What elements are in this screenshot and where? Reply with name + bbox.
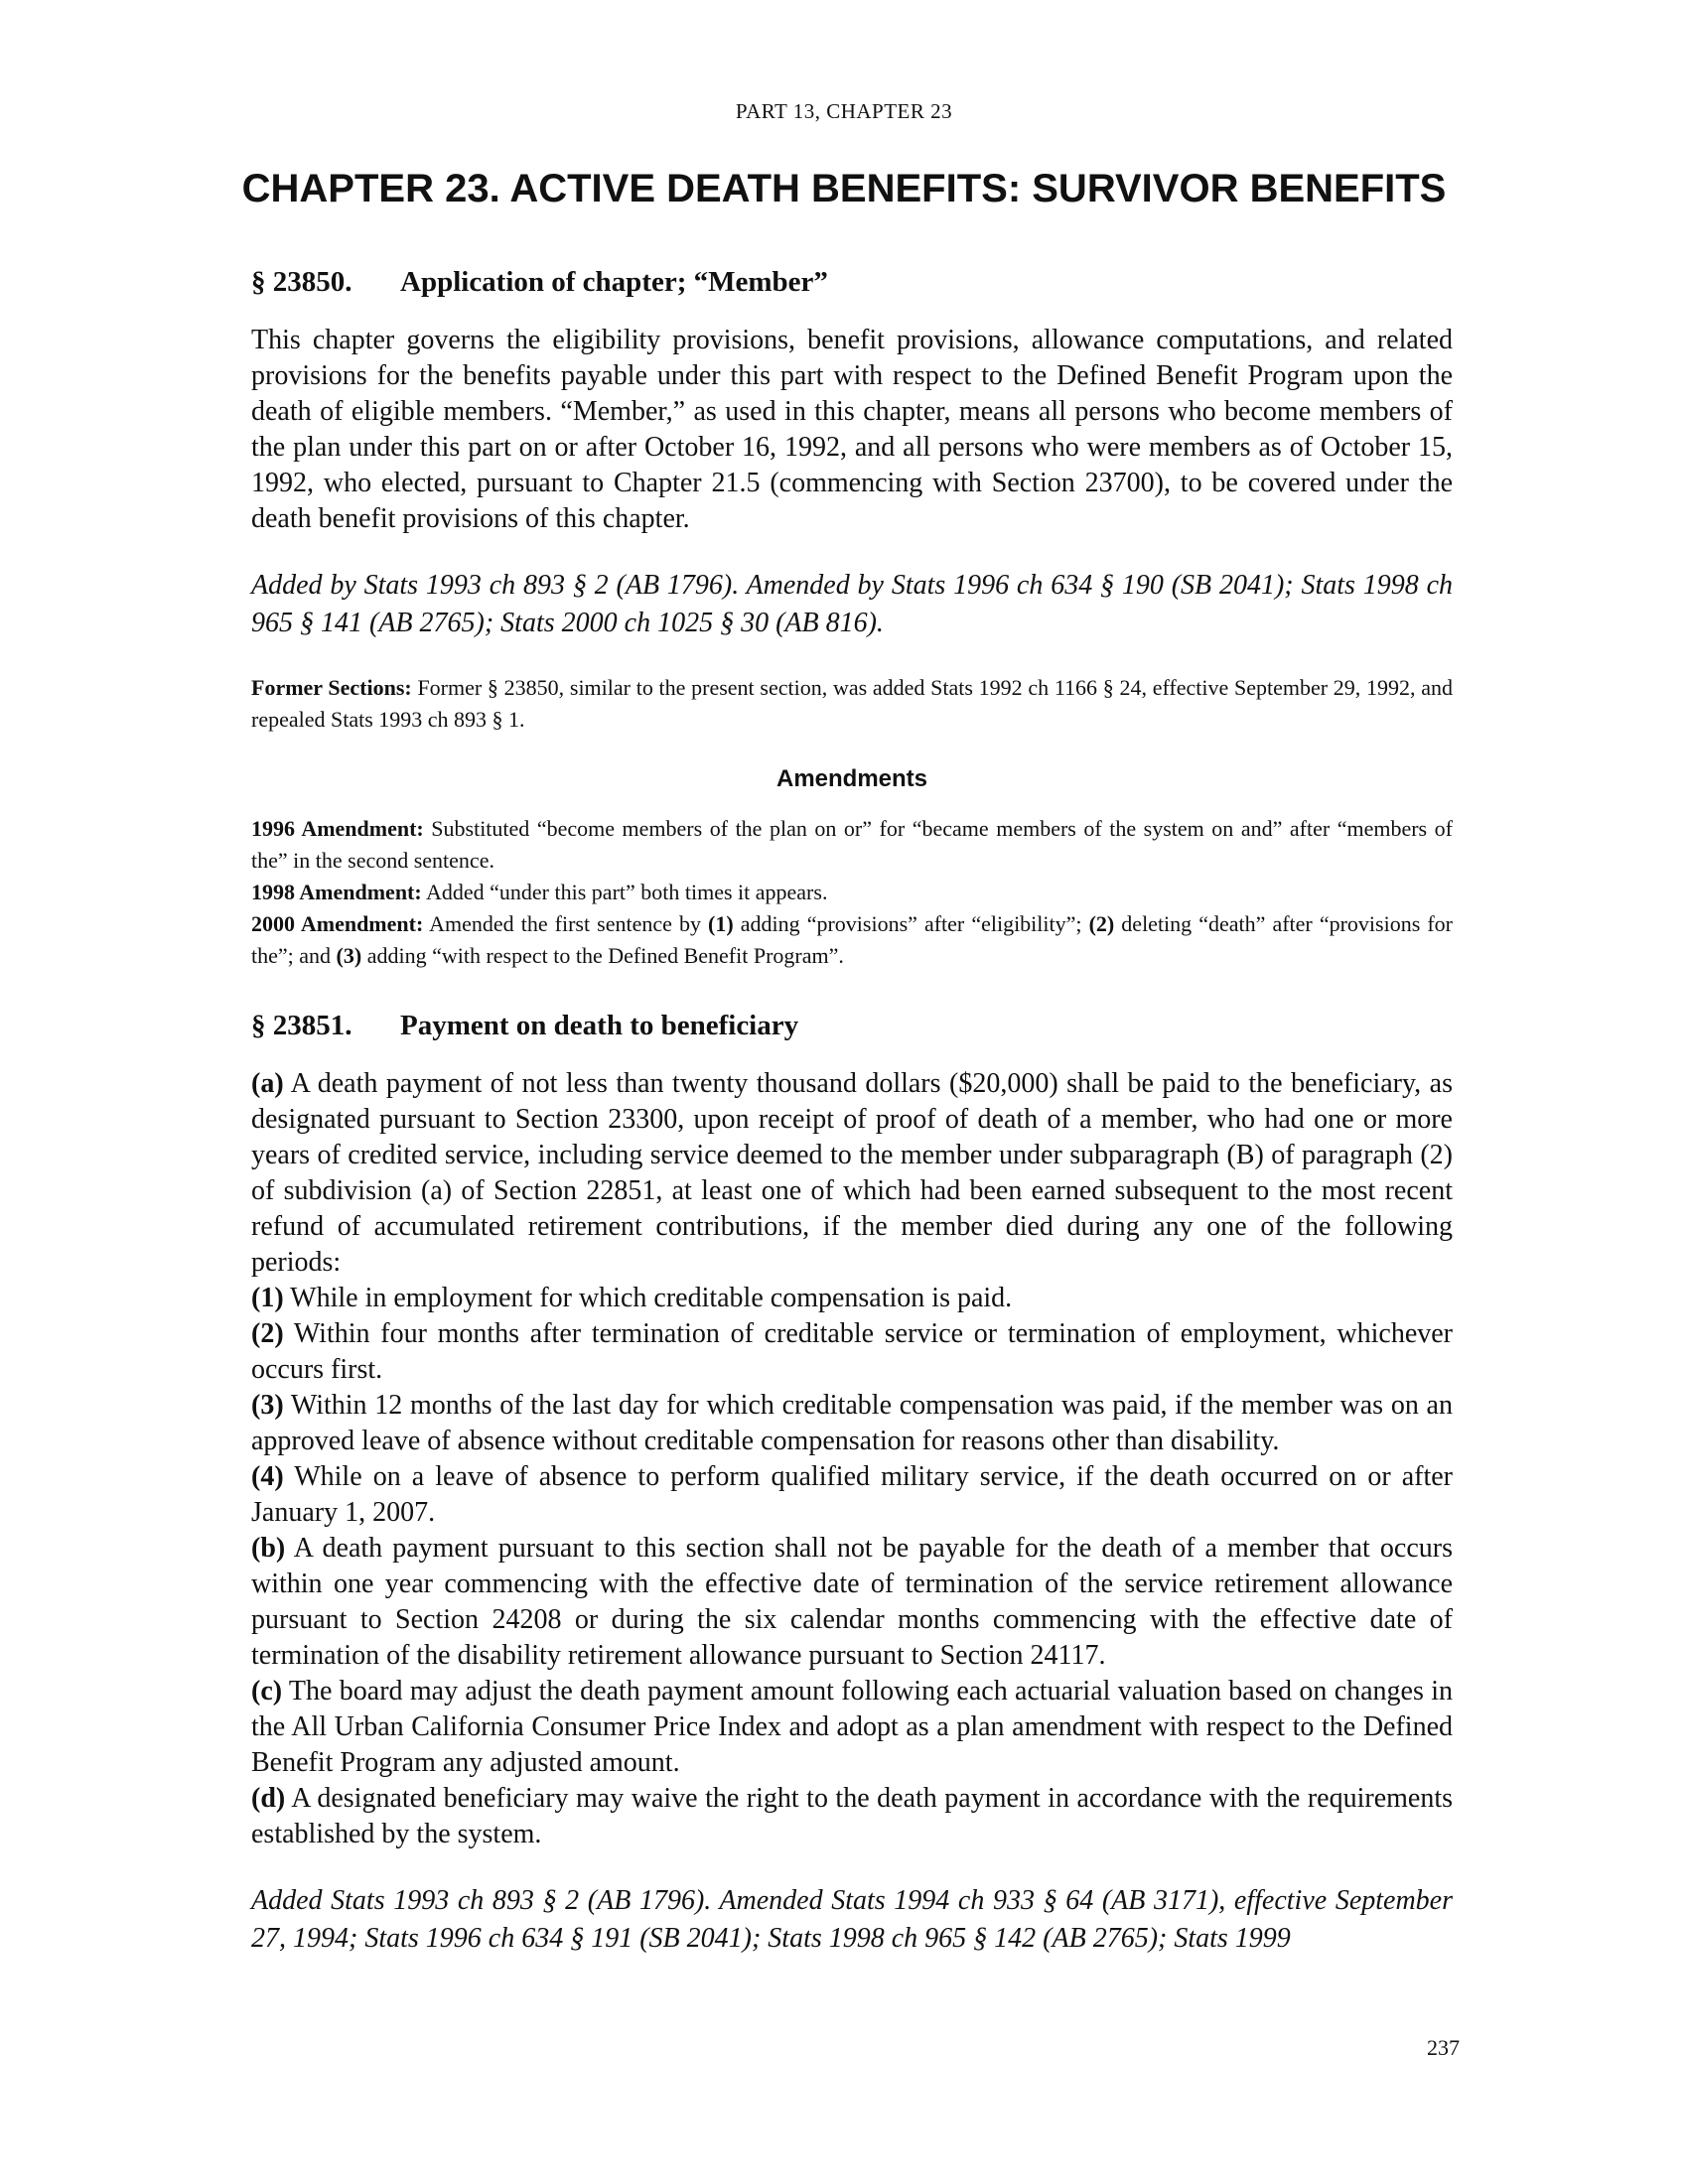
paragraph-4	[251, 1459, 1453, 1531]
paragraph-label: (4)	[251, 1461, 284, 1492]
amendment-marker: (3)	[336, 943, 362, 968]
amendment-label: 1996 Amendment:	[251, 816, 424, 841]
subdivision-d	[251, 1781, 1453, 1852]
chapter-title: CHAPTER 23. ACTIVE DEATH BENEFITS: SURVIVOR BENEFITS	[241, 167, 1447, 210]
paragraph-text: While on a leave of absence to perform qualified military service, if the death occurred on or after January 1, 2007.	[251, 1461, 1453, 1528]
paragraph-label: (1)	[251, 1283, 284, 1313]
page-content	[251, 266, 1453, 1958]
amendment-marker: (1)	[708, 911, 734, 936]
former-sections-note	[251, 672, 1453, 736]
paragraph-text: Within 12 months of the last day for which creditable compensation was paid, if the member was on an approved leave of absence without creditable compensation for reasons other than disability.	[251, 1390, 1453, 1456]
paragraph-text: Within four months after termination of creditable service or termination of employment, whichever occurs first.	[251, 1318, 1453, 1385]
section-heading-23850	[251, 266, 1453, 299]
paragraph-3	[251, 1388, 1453, 1459]
amendment-2000	[251, 908, 1453, 972]
subdivision-a	[251, 1066, 1453, 1281]
paragraph-2	[251, 1316, 1453, 1388]
paragraph-label: (2)	[251, 1318, 284, 1349]
amendment-marker: (2)	[1088, 911, 1115, 936]
paragraph-text: A death payment of not less than twenty thousand dollars ($20,000) shall be paid to the beneficiary, as designated pursuant to Section 23300, upon receipt of proof of death of a member, who had one or more years of credited service, including service deemed to the member under subparagraph (B) of paragraph (2) of subdivision (a) of Section 22851, at least one of which had been earned subsequent to the most recent refund of accumulated retirement contributions, if the member died during any one of the following periods:	[251, 1068, 1453, 1278]
amendment-text: Amended the first sentence by	[423, 911, 709, 936]
amendment-1996	[251, 813, 1453, 877]
amendment-label: 1998 Amendment:	[251, 880, 422, 904]
amendment-text: Added “under this part” both times it appears.	[421, 880, 828, 904]
former-sections-label: Former Sections:	[251, 675, 412, 700]
subdivision-c	[251, 1674, 1453, 1781]
amendment-1998	[251, 877, 1453, 908]
former-sections-text: Former § 23850, similar to the present section, was added Stats 1992 ch 1166 § 24, effective September 29, 1992, and repealed Stats 1993 ch 893 § 1.	[251, 675, 1453, 732]
paragraph-1	[251, 1281, 1453, 1316]
paragraph-text: The board may adjust the death payment amount following each actuarial valuation based on changes in the All Urban California Consumer Price Index and adopt as a plan amendment with respect to the Defined Benefit Program any adjusted amount.	[251, 1676, 1453, 1778]
section-title: Payment on death to beneficiary	[400, 1010, 799, 1041]
section-number: § 23851.	[251, 1010, 352, 1041]
subdivision-b	[251, 1531, 1453, 1674]
paragraph-text: A designated beneficiary may waive the right to the death payment in accordance with the requirements established by the system.	[251, 1783, 1453, 1849]
running-header: PART 13, CHAPTER 23	[735, 99, 953, 123]
section-title: Application of chapter; “Member”	[400, 266, 828, 298]
amendments-heading: Amendments	[775, 765, 928, 792]
paragraph-label: (b)	[251, 1533, 286, 1564]
page-number: 237	[1427, 2035, 1460, 2060]
amendment-text: deleting “death” after “provisions for the”; and	[251, 911, 1453, 968]
paragraph-label: (c)	[251, 1676, 283, 1706]
paragraph-text: While in employment for which creditable compensation is paid.	[283, 1283, 1013, 1313]
section-heading-23851	[251, 1010, 1453, 1042]
amendment-text: Substituted “become members of the plan on or” for “became members of the system on and” after “members of the” in the second sentence.	[251, 816, 1453, 873]
history-note: Added Stats 1993 ch 893 § 2 (AB 1796). Amended Stats 1994 ch 933 § 64 (AB 3171), effective September 27, 1994; Stats 1996 ch 634 § 191 (SB 2041); Stats 1998 ch 965 § 142 (AB 2765); Stats 1999	[251, 1885, 1453, 1954]
paragraph-label: (d)	[251, 1783, 286, 1814]
paragraph-label: (3)	[251, 1390, 284, 1421]
history-note: Added by Stats 1993 ch 893 § 2 (AB 1796). Amended by Stats 1996 ch 634 § 190 (SB 2041); Stats 1998 ch 965 § 141 (AB 2765); Stats 2000 ch 1025 § 30 (AB 816).	[251, 570, 1453, 638]
amendment-text: adding “provisions” after “eligibility”;	[733, 911, 1089, 936]
amendment-label: 2000 Amendment:	[251, 911, 424, 936]
paragraph-text: A death payment pursuant to this section shall not be payable for the death of a member that occurs within one year commencing with the effective date of termination of the service retirement allowance pursuant to Section 24208 or during the six calendar months commencing with the effective date of termination of the disability retirement allowance pursuant to Section 24117.	[251, 1533, 1453, 1671]
section-body: This chapter governs the eligibility provisions, benefit provisions, allowance computations, and related provisions for the benefits payable under this part with respect to the Defined Benefit Program upon the death of eligible members. “Member,” as used in this chapter, means all persons who become members of the plan under this part on or after October 16, 1992, and all persons who were members as of October 15, 1992, who elected, pursuant to Chapter 21.5 (commencing with Section 23700), to be covered under the death benefit provisions of this chapter.	[251, 325, 1453, 534]
amendment-text: adding “with respect to the Defined Benefit Program”.	[361, 943, 844, 968]
section-number: § 23850.	[251, 266, 352, 298]
paragraph-label: (a)	[251, 1068, 284, 1099]
